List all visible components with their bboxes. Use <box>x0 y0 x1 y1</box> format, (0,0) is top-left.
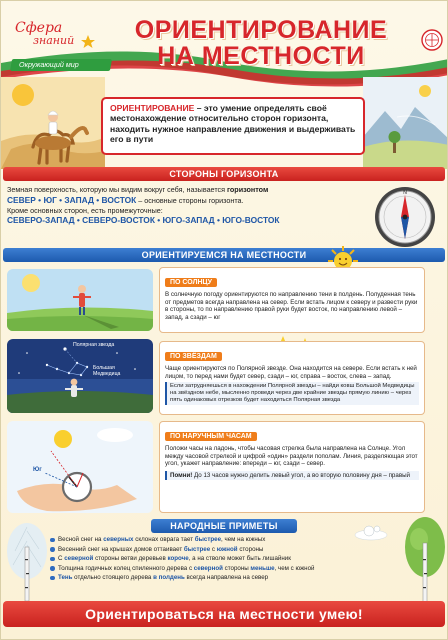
watch-scene-art <box>7 421 153 513</box>
page-title <box>105 17 417 69</box>
publisher-seal-icon <box>421 29 443 51</box>
brand-line-1: Сфера <box>15 20 63 36</box>
brand-line-2: знаний <box>33 34 75 47</box>
watch-remember <box>165 471 419 481</box>
horizon-main-row <box>7 195 369 206</box>
birch-tree-left <box>5 521 49 601</box>
stars-scene <box>7 339 153 413</box>
remember-text: До 13 часов нужно делить левый угол, а во вторую половину дня – правый <box>192 471 411 479</box>
south-label: Юг <box>33 467 42 473</box>
list-item: Толщина годичных колец спиленного дерева с северной стороны меньше, чем с южной <box>49 564 401 574</box>
watch-scene <box>7 421 153 513</box>
signs-bar: НАРОДНЫЕ ПРИМЕТЫ <box>151 519 297 533</box>
list-item: С северной стороны ветви деревьев короче, а на стволе может быть лишайник <box>49 554 401 564</box>
sun-panel <box>159 267 425 333</box>
definition-term: ОРИЕНТИРОВАНИЕ <box>110 103 195 113</box>
horizon-section <box>7 185 369 226</box>
compass-icon <box>373 185 437 249</box>
horizon-intro-word: горизонтом <box>227 185 269 194</box>
horizon-bar: СТОРОНЫ ГОРИЗОНТА <box>3 167 445 181</box>
footer-slogan-bar <box>3 601 445 627</box>
main-directions: СЕВЕР • ЮГ • ЗАПАД • ВОСТОК <box>7 195 137 205</box>
orient-bar: ОРИЕНТИРУЕМСЯ НА МЕСТНОСТИ <box>3 248 445 262</box>
birch-tree-right <box>403 513 447 603</box>
intermediate-directions: СЕВЕРО-ЗАПАД • СЕВЕРО-ВОСТОК • ЮГО-ЗАПАД • ЮГО-ВОСТОК <box>7 215 280 225</box>
list-item: Весной снег на северных склонах оврага тает быстрее, чем на южных <box>49 535 401 545</box>
landscape-illustration <box>363 77 448 169</box>
big-dipper-label: Большая Медведица <box>93 365 121 377</box>
watch-tag: ПО НАРУЧНЫМ ЧАСАМ <box>165 432 257 441</box>
stars-text: Чаще ориентируются по Полярной звезде. Она находится на севере. Если встать к ней лицом, то перед нами будет север, сзади – юг, справа – восток, слева – запад. <box>165 365 417 380</box>
definition-box <box>101 97 365 155</box>
horizon-intro <box>7 185 369 194</box>
brand-star-icon <box>81 35 95 49</box>
list-item: Весенний снег на крышах домов оттаивает быстрее с южной стороны <box>49 545 401 555</box>
brand-logo <box>15 21 101 53</box>
definition-text: – это умение определять своё местонахождение относительно сторон горизонта, находить нужное направление движения и выдерживать его в пути <box>110 103 356 145</box>
subject-label: Окружающий мир <box>19 60 79 69</box>
main-directions-note: – основные стороны горизонта. <box>136 196 244 205</box>
list-item: Тень отдельно стоящего дерева в полдень всегда направлена на север <box>49 573 401 583</box>
horizon-intro-text: Земная поверхность, которую мы видим вокруг себя, называется <box>7 185 228 194</box>
sun-scene-art <box>7 269 153 331</box>
footer-slogan: Ориентироваться на местности умею! <box>85 606 363 622</box>
sun-tag: ПО СОЛНЦУ <box>165 278 217 287</box>
stars-panel <box>159 341 425 415</box>
stars-note: Если затрудняешься в нахождении Полярной звезды – найди ковш Большой Медведицы на звёздном небе, мысленно проведи через две крайние звезды прямую линию – через пять одинаковых отрезков будет находиться Полярная звезда <box>165 382 419 405</box>
polar-star-label: Полярная звезда <box>73 342 115 348</box>
watch-text: Положи часы на ладонь, чтобы часовая стрелка была направлена на Солнце. Угол между часовой стрелкой и цифрой «один» раздели пополам. Линия, разделяющая этот угол, укажет направление: впереди – юг, сзади – север. <box>165 445 418 468</box>
stars-tag: ПО ЗВЁЗДАМ <box>165 352 222 361</box>
desert-illustration <box>1 77 105 169</box>
svg-text:N: N <box>403 190 407 196</box>
signs-list <box>49 535 401 583</box>
watch-panel <box>159 421 425 513</box>
between-note: Кроме основных сторон, есть промежуточные: <box>7 206 163 215</box>
title-line-1: ОРИЕНТИРОВАНИЕ <box>134 16 388 44</box>
sun-text: В солнечную погоду ориентируются по направлению тени в полдень. Полуденная тень от предметов всегда направлена на север. Если встать лицом к северу и развести руки в стороны, то по направлению правой руки будет восток, по направлению левой – запад, а сзади – юг <box>165 291 418 321</box>
title-line-2: НА МЕСТНОСТИ <box>157 42 365 70</box>
remember-word: Помни! <box>170 471 193 479</box>
sun-scene <box>7 269 153 331</box>
